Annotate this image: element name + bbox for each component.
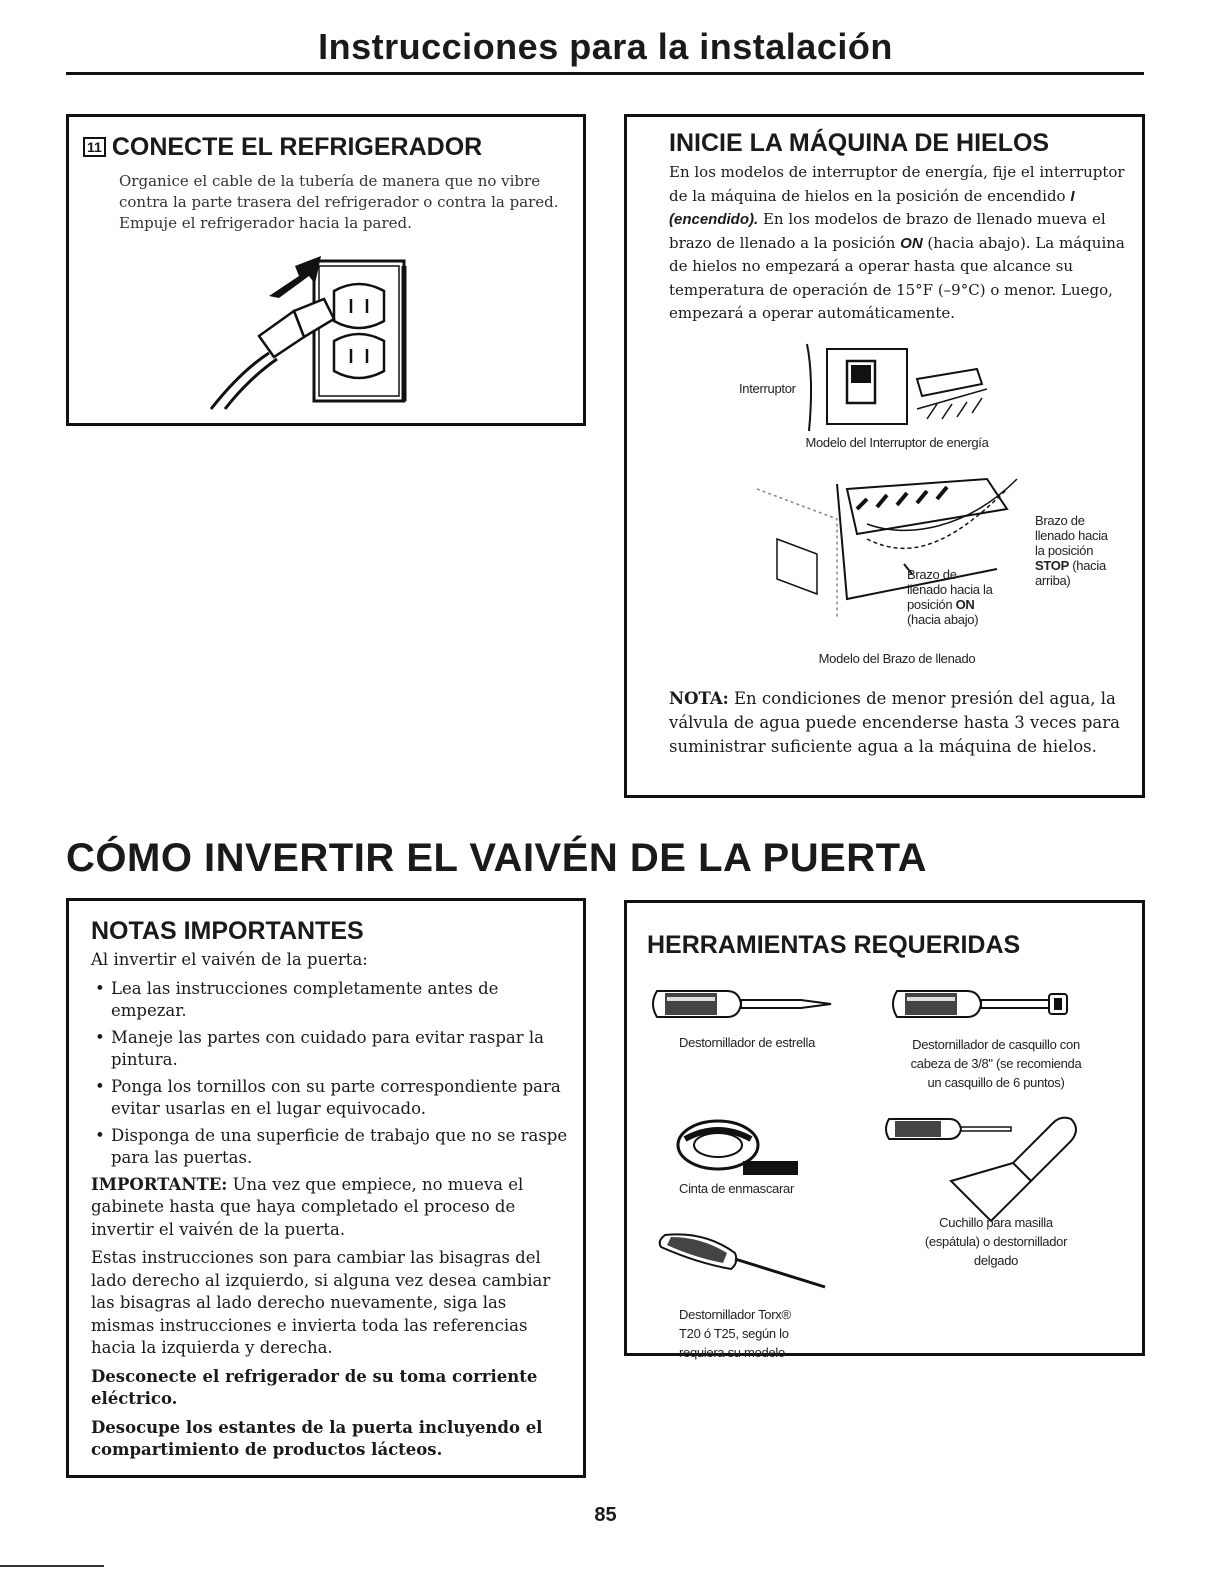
tools-heading: HERRAMIENTAS REQUERIDAS	[647, 931, 1021, 959]
start-icemaker-box	[624, 114, 1145, 798]
important-notes-box	[66, 898, 586, 1478]
required-tools-box	[624, 900, 1145, 1360]
notes-paragraph: Estas instrucciones son para cambiar las bisagras del lado derecho al izquierdo, si alguna vez desea cambiar las bisagras al lado derecho nuevamente, siga las mismas instrucciones e invierta toda las referencias hacia la izquierda y derecha.	[91, 1248, 551, 1357]
arm-down-label-1: Brazo de	[907, 567, 957, 582]
icemaker-body-1: En los modelos de interruptor de energía, fije el interruptor de la máquina de hielos en la posición de encendido	[669, 163, 1125, 205]
plug-outlet-illustration	[199, 241, 459, 411]
torx-label-1: Destornillador Torx®	[679, 1307, 791, 1322]
section-heading: CÓMO INVERTIR EL VAIVÉN DE LA PUERTA	[66, 836, 928, 880]
important-text: Una vez que empiece, no mueva el gabinete hasta que haya completado el proceso de invertir el vaivén de la puerta.	[91, 1174, 524, 1239]
page-number: 85	[594, 1504, 617, 1526]
arm-up-label-3: la posición	[1035, 543, 1094, 558]
title-rule	[66, 72, 1144, 75]
connect-heading-text: CONECTE EL REFRIGERADOR	[111, 133, 483, 161]
arm-down-label-4: (hacia abajo)	[907, 612, 979, 627]
arm-down-label	[907, 567, 993, 627]
arm-down-label-3: posición	[907, 597, 953, 612]
nut-driver-label-3: un casquillo de 6 puntos)	[927, 1075, 1065, 1090]
switch-caption: Modelo del Interruptor de energía	[805, 435, 989, 450]
icemaker-body	[669, 161, 1139, 326]
putty-knife-label-2: (espátula) o destornillador	[924, 1234, 1068, 1249]
nut-driver-label	[871, 1035, 1121, 1092]
notes-bullet: • Maneje las partes con cuidado para evitar raspar la pintura.	[91, 1027, 571, 1072]
disconnect-instruction: Desconecte el refrigerador de su toma corriente eléctrico.	[91, 1366, 538, 1408]
arm-caption: Modelo del Brazo de llenado	[818, 651, 976, 666]
empty-shelves-instruction: Desocupe los estantes de la puerta incluyendo el compartimiento de productos lácteos.	[91, 1417, 543, 1459]
connect-heading	[83, 133, 482, 161]
notes-intro: Al invertir el vaivén de la puerta:	[91, 950, 368, 969]
notes-bullet: • Disponga de una superficie de trabajo que no se raspe para las puertas.	[91, 1125, 571, 1170]
icemaker-body-1-em: I (encendido).	[669, 187, 1075, 228]
icemaker-body-3: (hacia abajo). La máquina de hielos no empezará a operar hasta que alcance su temperatura de operación de 15°F (–9°C) o menor. Luego, empezará a operar automáticamente.	[669, 233, 1125, 322]
arm-up-label-5: arriba)	[1035, 573, 1071, 588]
icemaker-body-2-em: ON	[900, 234, 923, 252]
switch-label: Interruptor	[739, 381, 796, 396]
masking-tape-icon	[673, 1113, 823, 1183]
note-label: NOTA:	[669, 689, 729, 708]
notes-body	[91, 949, 571, 1468]
arm-down-label-3-em: ON	[955, 597, 975, 612]
nut-driver-icon	[887, 979, 1077, 1029]
icemaker-body-2: En los modelos de brazo de llenado mueva el brazo de llenado a la posición	[669, 210, 1106, 252]
arm-up-label-2: llenado hacia	[1035, 528, 1108, 543]
arm-up-label-4-em: STOP	[1035, 558, 1069, 573]
notes-bullet: • Ponga los tornillos con su parte correspondiente para evitar usarlas en el lugar equivocado.	[91, 1076, 571, 1121]
putty-knife-label-1: Cuchillo para masilla	[939, 1215, 1053, 1230]
important-label: IMPORTANTE:	[91, 1174, 228, 1194]
notes-heading: NOTAS IMPORTANTES	[91, 917, 364, 945]
torx-label-2: T20 ó T25, según lo	[679, 1326, 789, 1341]
nut-driver-label-2: cabeza de 3/8" (se recomienda	[910, 1056, 1082, 1071]
fill-arm-illustration	[747, 469, 1037, 619]
phillips-label: Destornillador de estrella	[679, 1035, 815, 1050]
icemaker-note	[669, 687, 1139, 759]
tape-label: Cinta de enmascarar	[679, 1181, 794, 1196]
power-switch-illustration	[787, 339, 987, 434]
page-title: Instrucciones para la instalación	[318, 26, 893, 67]
torx-label	[679, 1305, 791, 1362]
arm-down-label-2: llenado hacia la	[907, 582, 993, 597]
step-number-badge: 11	[83, 137, 106, 157]
torx-screwdriver-icon	[657, 1225, 837, 1295]
arm-up-label	[1035, 513, 1108, 588]
notes-bullet-list	[91, 978, 571, 1170]
arm-up-label-1: Brazo de	[1035, 513, 1085, 528]
icemaker-heading: INICIE LA MÁQUINA DE HIELOS	[669, 129, 1050, 157]
notes-bullet: • Lea las instrucciones completamente antes de empezar.	[91, 978, 571, 1023]
putty-knife-icon	[881, 1109, 1081, 1229]
arm-up-label-4: (hacia	[1072, 558, 1106, 573]
note-text: En condiciones de menor presión del agua, la válvula de agua puede encenderse hasta 3 veces para suministrar suficiente agua a la máquina de hielos.	[669, 689, 1120, 756]
putty-knife-label-3: delgado	[973, 1253, 1019, 1268]
nut-driver-label-1: Destornillador de casquillo con	[912, 1037, 1080, 1052]
footer-rule	[0, 1565, 104, 1567]
connect-refrigerator-box	[66, 114, 586, 426]
putty-knife-label	[871, 1213, 1121, 1270]
important-paragraph	[91, 1174, 571, 1242]
connect-body: Organice el cable de la tubería de manera que no vibre contra la parte trasera del refrigerador o contra la pared. Empuje el refrigerador hacia la pared.	[119, 172, 559, 232]
torx-label-3: requiera su modelo	[679, 1345, 785, 1360]
phillips-screwdriver-icon	[647, 979, 837, 1029]
